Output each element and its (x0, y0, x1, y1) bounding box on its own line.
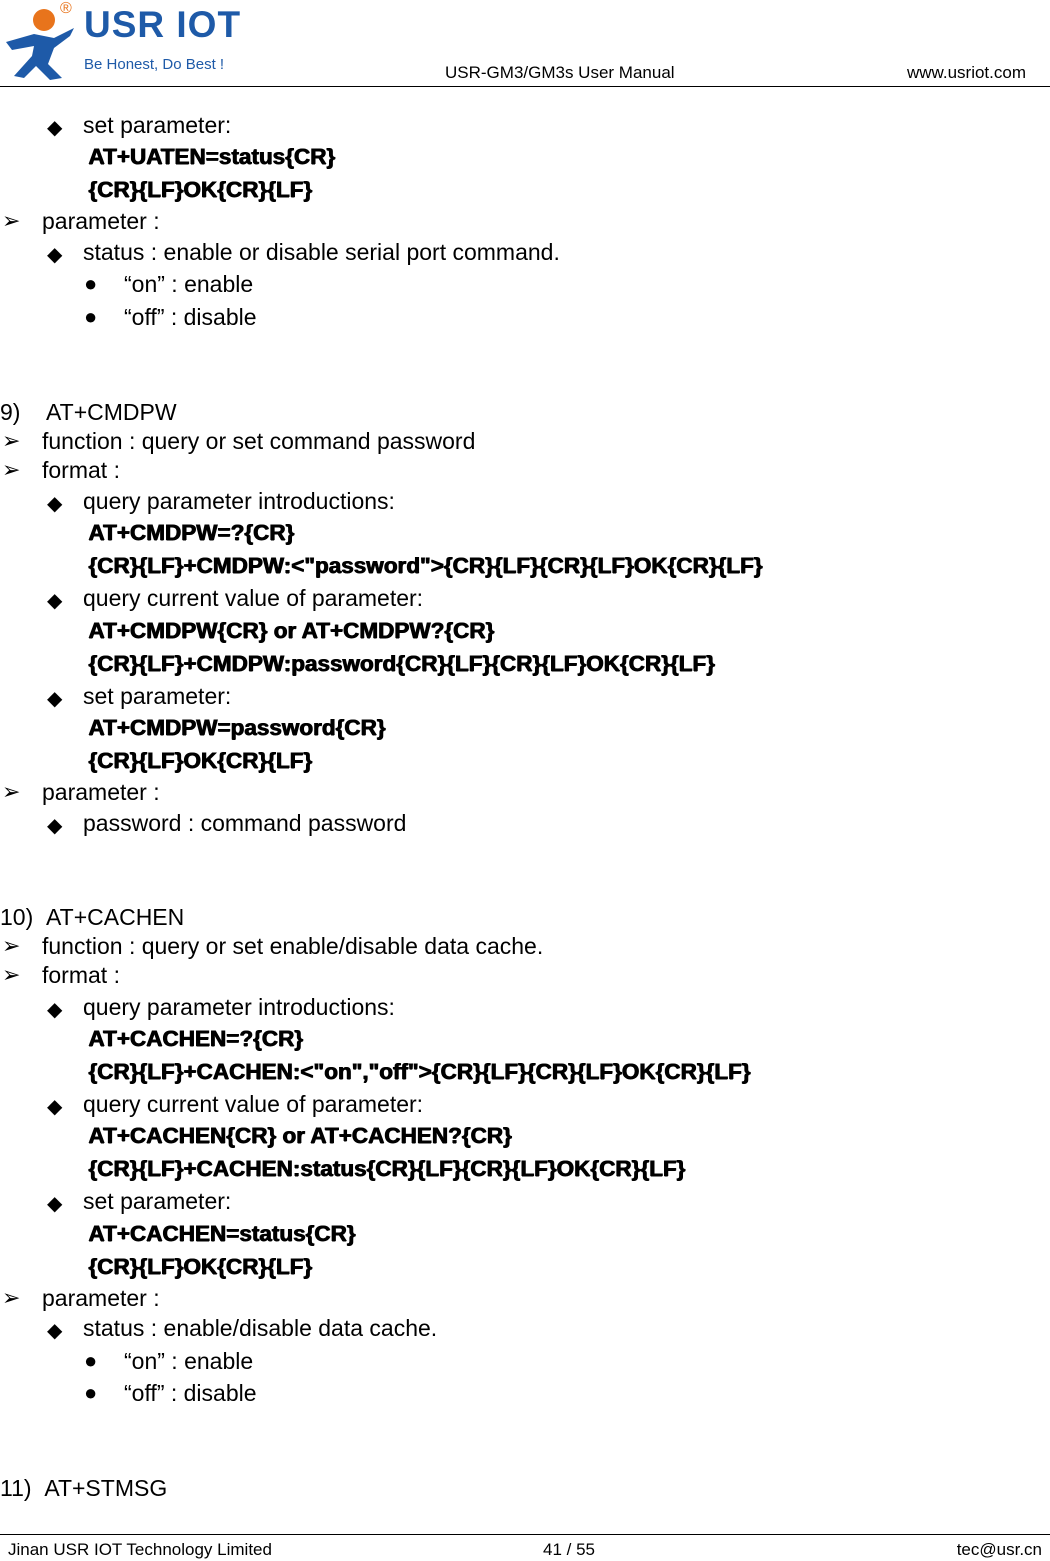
line-text: AT+CACHEN=status{CR} (88, 1221, 356, 1246)
website-link[interactable]: www.usriot.com (906, 63, 1026, 82)
diamond-bullet-icon: ◆ (47, 999, 63, 1021)
dot-bullet-icon: ● (84, 1380, 98, 1405)
line-text: {CR}{LF}+CACHEN:status{CR}{LF}{CR}{LF}OK{CR}{LF} (88, 1156, 685, 1181)
diamond-bullet-item (47, 1314, 438, 1342)
diamond-bullet-icon: ◆ (47, 815, 63, 837)
diamond-bullet-icon: ◆ (47, 688, 63, 710)
diamond-bullet-icon: ◆ (47, 244, 63, 266)
diamond-bullet-item (47, 584, 424, 612)
section-heading (0, 398, 177, 426)
diamond-bullet-item (47, 238, 560, 266)
line-text: format : (42, 457, 120, 483)
arrow-bullet-item (2, 932, 544, 960)
brand-slogan: Be Honest, Do Best ! (84, 56, 225, 73)
arrow-bullet-item (2, 456, 120, 484)
line-text: AT+UATEN=status{CR} (88, 144, 335, 169)
arrow-bullet-icon: ➢ (2, 208, 21, 233)
diamond-bullet-icon: ◆ (47, 1096, 63, 1118)
arrow-bullet-item (2, 961, 120, 989)
diamond-bullet-item (47, 1187, 232, 1215)
line-text: password : command password (83, 810, 407, 836)
line-text: parameter : (42, 1285, 160, 1311)
manual-title: USR-GM3/GM3s User Manual (445, 63, 675, 82)
registered-mark: ® (60, 0, 72, 17)
line-text: “on” : enable (124, 1348, 254, 1374)
at-command-line (88, 143, 335, 171)
line-text: set parameter: (83, 112, 232, 138)
line-text: AT+CMDPW=?{CR} (88, 520, 294, 545)
brand-name: USR IOT (84, 4, 242, 45)
diamond-bullet-item (47, 487, 395, 515)
line-text: query current value of parameter: (83, 585, 424, 611)
page-number: 41 / 55 (543, 1540, 595, 1559)
line-text: 11) AT+STMSG (0, 1475, 168, 1501)
dot-bullet-item (84, 1379, 257, 1407)
line-text: query parameter introductions: (83, 488, 395, 514)
arrow-bullet-item (2, 778, 160, 806)
line-text: status : enable or disable serial port command. (83, 239, 560, 265)
line-text: status : enable/disable data cache. (83, 1315, 438, 1341)
line-text: AT+CMDPW{CR} or AT+CMDPW?{CR} (88, 618, 494, 643)
line-text: function : query or set enable/disable data cache. (42, 933, 544, 959)
at-command-line (88, 617, 494, 645)
diamond-bullet-item (47, 111, 232, 139)
arrow-bullet-icon: ➢ (2, 962, 21, 987)
dot-bullet-item (84, 270, 254, 298)
page-footer (0, 1534, 1050, 1535)
arrow-bullet-item (2, 1284, 160, 1312)
arrow-bullet-icon: ➢ (2, 1285, 21, 1310)
line-text: query parameter introductions: (83, 994, 395, 1020)
at-command-line (88, 650, 715, 678)
at-command-line (88, 176, 312, 204)
arrow-bullet-icon: ➢ (2, 933, 21, 958)
diamond-bullet-icon: ◆ (47, 493, 63, 515)
diamond-bullet-item (47, 809, 407, 837)
line-text: AT+CACHEN{CR} or AT+CACHEN?{CR} (88, 1123, 512, 1148)
line-text: “on” : enable (124, 271, 254, 297)
arrow-bullet-icon: ➢ (2, 779, 21, 804)
dot-bullet-icon: ● (84, 271, 98, 296)
diamond-bullet-icon: ◆ (47, 1320, 63, 1342)
diamond-bullet-item (47, 1090, 424, 1118)
diamond-bullet-item (47, 682, 232, 710)
arrow-bullet-icon: ➢ (2, 428, 21, 453)
line-text: “off” : disable (124, 1380, 257, 1406)
contact-email[interactable]: tec@usr.cn (956, 1540, 1042, 1559)
section-heading (0, 1474, 167, 1502)
at-command-line (88, 714, 385, 742)
arrow-bullet-item (2, 207, 160, 235)
line-text: parameter : (42, 208, 160, 234)
line-text: {CR}{LF}OK{CR}{LF} (88, 177, 312, 202)
line-text: {CR}{LF}OK{CR}{LF} (88, 1254, 312, 1279)
dot-bullet-item (84, 303, 257, 331)
line-text: set parameter: (83, 683, 232, 709)
diamond-bullet-icon: ◆ (47, 590, 63, 612)
at-command-line (88, 1058, 750, 1086)
line-text: {CR}{LF}+CACHEN:<"on","off">{CR}{LF}{CR}{LF}OK{CR}{LF} (88, 1059, 751, 1084)
line-text: AT+CMDPW=password{CR} (88, 715, 386, 740)
at-command-line (88, 1155, 685, 1183)
at-command-line (88, 1253, 312, 1281)
page-header (0, 0, 1050, 87)
line-text: set parameter: (83, 1188, 232, 1214)
at-command-line (88, 1025, 303, 1053)
line-text: format : (42, 962, 120, 988)
dot-bullet-icon: ● (84, 1348, 98, 1373)
line-text: 10) AT+CACHEN (0, 904, 185, 930)
line-text: parameter : (42, 779, 160, 805)
line-text: function : query or set command password (42, 428, 476, 454)
at-command-line (88, 1122, 511, 1150)
at-command-line (88, 747, 312, 775)
at-command-line (88, 1220, 355, 1248)
diamond-bullet-icon: ◆ (47, 117, 63, 139)
line-text: {CR}{LF}+CMDPW:password{CR}{LF}{CR}{LF}OK{CR}{LF} (88, 651, 715, 676)
line-text: {CR}{LF}+CMDPW:<"password">{CR}{LF}{CR}{LF}OK{CR}{LF} (88, 553, 763, 578)
dot-bullet-item (84, 1347, 254, 1375)
line-text: 9) AT+CMDPW (0, 399, 177, 425)
line-text: AT+CACHEN=?{CR} (88, 1026, 303, 1051)
arrow-bullet-item (2, 427, 476, 455)
line-text: “off” : disable (124, 304, 257, 330)
dot-bullet-icon: ● (84, 304, 98, 329)
at-command-line (88, 519, 294, 547)
line-text: {CR}{LF}OK{CR}{LF} (88, 748, 312, 773)
arrow-bullet-icon: ➢ (2, 457, 21, 482)
diamond-bullet-item (47, 993, 395, 1021)
section-heading (0, 903, 184, 931)
at-command-line (88, 552, 762, 580)
line-text: query current value of parameter: (83, 1091, 424, 1117)
diamond-bullet-icon: ◆ (47, 1193, 63, 1215)
company-name: Jinan USR IOT Technology Limited (8, 1540, 272, 1559)
